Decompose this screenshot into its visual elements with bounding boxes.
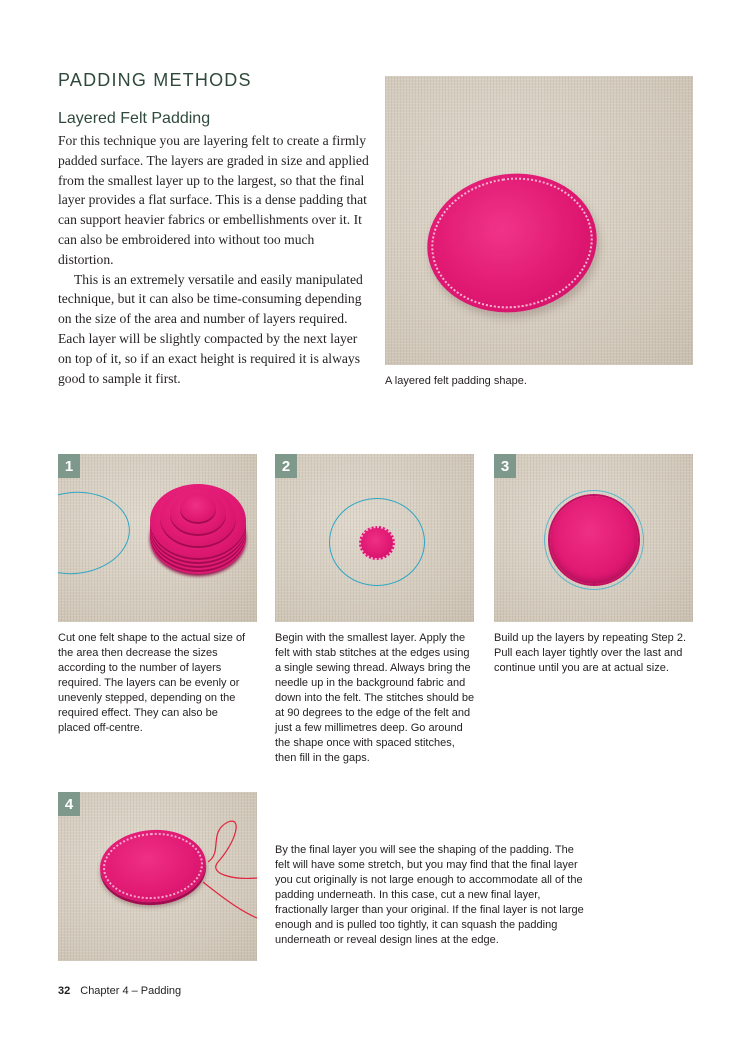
- main-photo-caption: A layered felt padding shape.: [385, 375, 527, 387]
- step-4-badge: 4: [58, 792, 80, 816]
- felt-smallest-layer: [359, 526, 395, 560]
- thread-and-needle-icon: [58, 792, 257, 961]
- step-2-caption: Begin with the smallest layer. Apply the felt with stab stitches at the edges using a single sewing thread. Always bring the needle up in the background fabric and down into the felt. The stitches should be at 90 degrees to the edge of the felt and just a few millimetres deep. Go around the shape once with spaced stitches, then fill in the gaps.: [275, 632, 475, 764]
- felt-layer-4: [180, 494, 216, 522]
- step-4-caption: By the final layer you will see the shaping of the padding. The felt will have some stretch, but you may find that the final layer you cut originally is not large enough to accommodate all of the padding underneath. In this case, cut a new final layer, fractionally larger than your original. If the final layer is not large enough and is pulled too tightly, it can squash the padding underneath or reveal design lines at the edge.: [275, 844, 584, 946]
- page-number: 32: [58, 985, 71, 997]
- intro-paragraph-1: For this technique you are layering felt to create a firmly padded surface. The layers are graded in size and applied from the smallest layer up to the largest, so that the final layer provides a flat surface. This is a dense padding that can support heavier fabrics or embellishments over it. It can also be embroidered into without too much distortion.: [58, 133, 369, 267]
- intro-text: [58, 131, 370, 388]
- step-1-photo: [58, 454, 257, 622]
- outline-circle: [58, 486, 134, 579]
- step-1-caption: Cut one felt shape to the actual size of the area then decrease the sizes according to the number of layers required. The layers can be evenly or unevenly stepped, depending on the required effect. They can also be placed off-centre.: [58, 632, 246, 734]
- step-2-photo: [275, 454, 474, 622]
- page-footer: [58, 985, 181, 997]
- main-photo: [385, 76, 693, 365]
- subsection-title: Layered Felt Padding: [58, 110, 211, 127]
- felt-shape-stitched-edge: [423, 167, 602, 318]
- felt-built-layers: [550, 496, 638, 584]
- step-3-photo: [494, 454, 693, 622]
- intro-paragraph-2: This is an extremely versatile and easily manipulated technique, but it can also be time-consuming depending on the size of the area and number of layers required. Each layer will be slightly compacted by the next layer on top of it, so if an exact height is required it is always good to sample it first.: [58, 271, 363, 386]
- step-2-badge: 2: [275, 454, 297, 478]
- step-3-caption: Build up the layers by repeating Step 2. Pull each layer tightly over the last and continue until you are at actual size.: [494, 632, 687, 674]
- section-title: PADDING METHODS: [58, 70, 252, 90]
- step-3-badge: 3: [494, 454, 516, 478]
- chapter-label: Chapter 4 – Padding: [80, 985, 182, 997]
- step-4-photo: [58, 792, 257, 961]
- step-1-badge: 1: [58, 454, 80, 478]
